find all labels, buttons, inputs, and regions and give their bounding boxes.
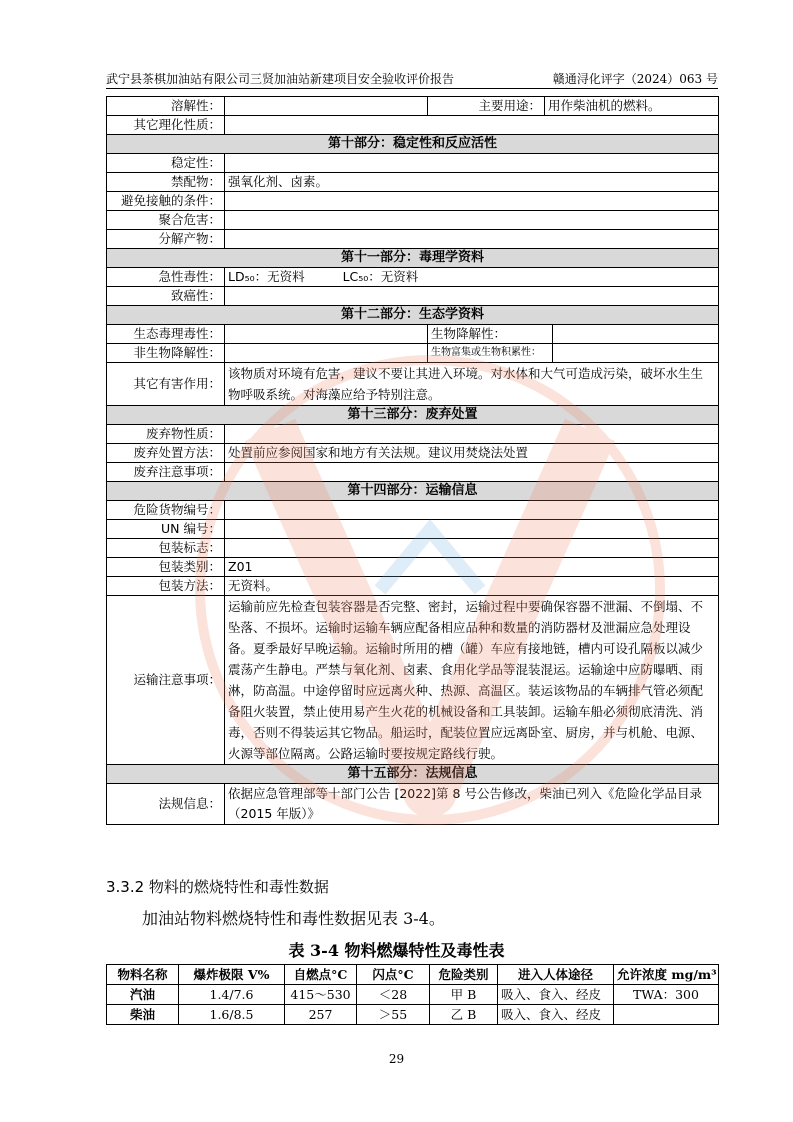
col-header: 自燃点°C [285, 965, 357, 985]
package-mark-label: 包装标志： [107, 539, 225, 558]
section-12-title: 第十二部分：生态学资料 [107, 306, 719, 325]
table-row: 柴油 1.6/8.5 257 ＞55 乙 B 吸入、食入、经皮 [107, 1005, 719, 1025]
header-report-title: 武宁县茶棋加油站有限公司三贤加油站新建项目安全验收评价报告 [106, 72, 455, 86]
section-14-title: 第十四部分：运输信息 [107, 482, 719, 501]
polymer-hazard-label: 聚合危害： [107, 211, 225, 230]
col-header: 闪点°C [357, 965, 430, 985]
transport-notes-label: 运输注意事项： [107, 596, 225, 765]
col-header: 危险类别 [430, 965, 498, 985]
biodegradability-label: 生物降解性： [428, 325, 553, 344]
col-header: 允许浓度 mg/m³ [614, 965, 719, 985]
regulation-label: 法规信息： [107, 784, 225, 825]
table-header-row [107, 965, 719, 985]
transport-notes-value: 运输前应先检查包装容器是否完整、密封，运输过程中要确保容器不泄漏、不倒塌、不坠落、不损坏。运输时运输车辆应配备相应品种和数量的消防器材及泄漏应急处理设备。夏季最好早晚运输。运输时所用的槽（罐）车应有接地链，槽内可设孔隔板以减少震荡产生静电。严禁与氧化剂、卤素、食用化学品等混装混运。运输途中应防曝晒、雨淋，防高温。中途停留时应远离火种、热源、高温区。装运该物品的车辆排气管必须配备阻火装置，禁止使用易产生火花的机械设备和工具装卸。运输车船必须彻底清洗、消毒，否则不得装运其它物品。船运时，配装位置应远离卧室、厨房，并与机舱、电源、火源等部位隔离。公路运输时要按规定路线行驶。 [225, 596, 719, 765]
stability-label: 稳定性： [107, 154, 225, 173]
msds-table [106, 96, 719, 825]
solubility-value [225, 97, 428, 116]
solubility-label: 溶解性： [107, 97, 225, 116]
decomposition-label: 分解产物： [107, 230, 225, 249]
package-class-label: 包装类别： [107, 558, 225, 577]
non-biodegradability-label: 非生物降解性： [107, 344, 225, 363]
col-header: 物料名称 [107, 965, 179, 985]
bioaccumulation-label: 生物富集或生物积累性： [428, 344, 553, 363]
combustion-toxicity-table [106, 964, 719, 1025]
dangerous-goods-no-label: 危险货物编号： [107, 501, 225, 520]
waste-method-value: 处置前应参阅国家和地方有关法规。建议用焚烧法处置 [225, 444, 719, 463]
acute-lc50: LC₅₀：无资料 [342, 269, 419, 284]
other-props-label: 其它理化性质： [107, 116, 225, 135]
table-row: 汽油 1.4/7.6 415～530 ＜28 甲 B 吸入、食入、经皮 TWA：300 [107, 985, 719, 1005]
header-report-number: 赣通浔化评字（2024）063 号 [552, 72, 718, 86]
package-method-value: 无资料。 [225, 577, 719, 596]
waste-method-label: 废弃处置方法： [107, 444, 225, 463]
table-caption: 表 3-4 物料燃爆特性及毒性表 [288, 941, 505, 960]
avoid-conditions-label: 避免接触的条件： [107, 192, 225, 211]
page-number: 29 [388, 1052, 405, 1066]
carcinogenicity-label: 致癌性： [107, 287, 225, 306]
section-paragraph: 加油站物料燃烧特性和毒性数据见表 3-4。 [142, 909, 445, 928]
col-header: 爆炸极限 V% [179, 965, 285, 985]
incompatible-value: 强氧化剂、卤素。 [225, 173, 719, 192]
section-11-title: 第十一部分：毒理学资料 [107, 249, 719, 268]
regulation-value: 依据应急管理部等十部门公告 [2022]第 8 号公告修改，柴油已列入《危险化学品目录（2015 年版）》 [225, 784, 719, 825]
acute-toxicity-label: 急性毒性： [107, 268, 225, 287]
main-use-label: 主要用途： [428, 97, 545, 116]
waste-nature-label: 废弃物性质： [107, 425, 225, 444]
un-number-label: UN 编号： [107, 520, 225, 539]
page-header [106, 70, 718, 89]
section-10-title: 第十部分：稳定性和反应活性 [107, 135, 719, 154]
package-method-label: 包装方法： [107, 577, 225, 596]
eco-toxicity-label: 生态毒理毒性： [107, 325, 225, 344]
section-15-title: 第十五部分：法规信息 [107, 765, 719, 784]
acute-ld50: LD₅₀：无资料 [228, 269, 305, 284]
package-class-value: Z01 [225, 558, 719, 577]
other-harm-label: 其它有害作用： [107, 363, 225, 406]
col-header: 进入人体途径 [498, 965, 614, 985]
other-harm-value: 该物质对环境有危害，建议不要让其进入环境。对水体和大气可造成污染，破坏水生生物呼吸系统。对海藻应给予特别注意。 [225, 363, 719, 406]
section-heading: 3.3.2 物料的燃烧特性和毒性数据 [106, 878, 329, 896]
incompatible-label: 禁配物： [107, 173, 225, 192]
section-13-title: 第十三部分：废弃处置 [107, 406, 719, 425]
main-use-value: 用作柴油机的燃料。 [545, 97, 719, 116]
waste-note-label: 废弃注意事项： [107, 463, 225, 482]
